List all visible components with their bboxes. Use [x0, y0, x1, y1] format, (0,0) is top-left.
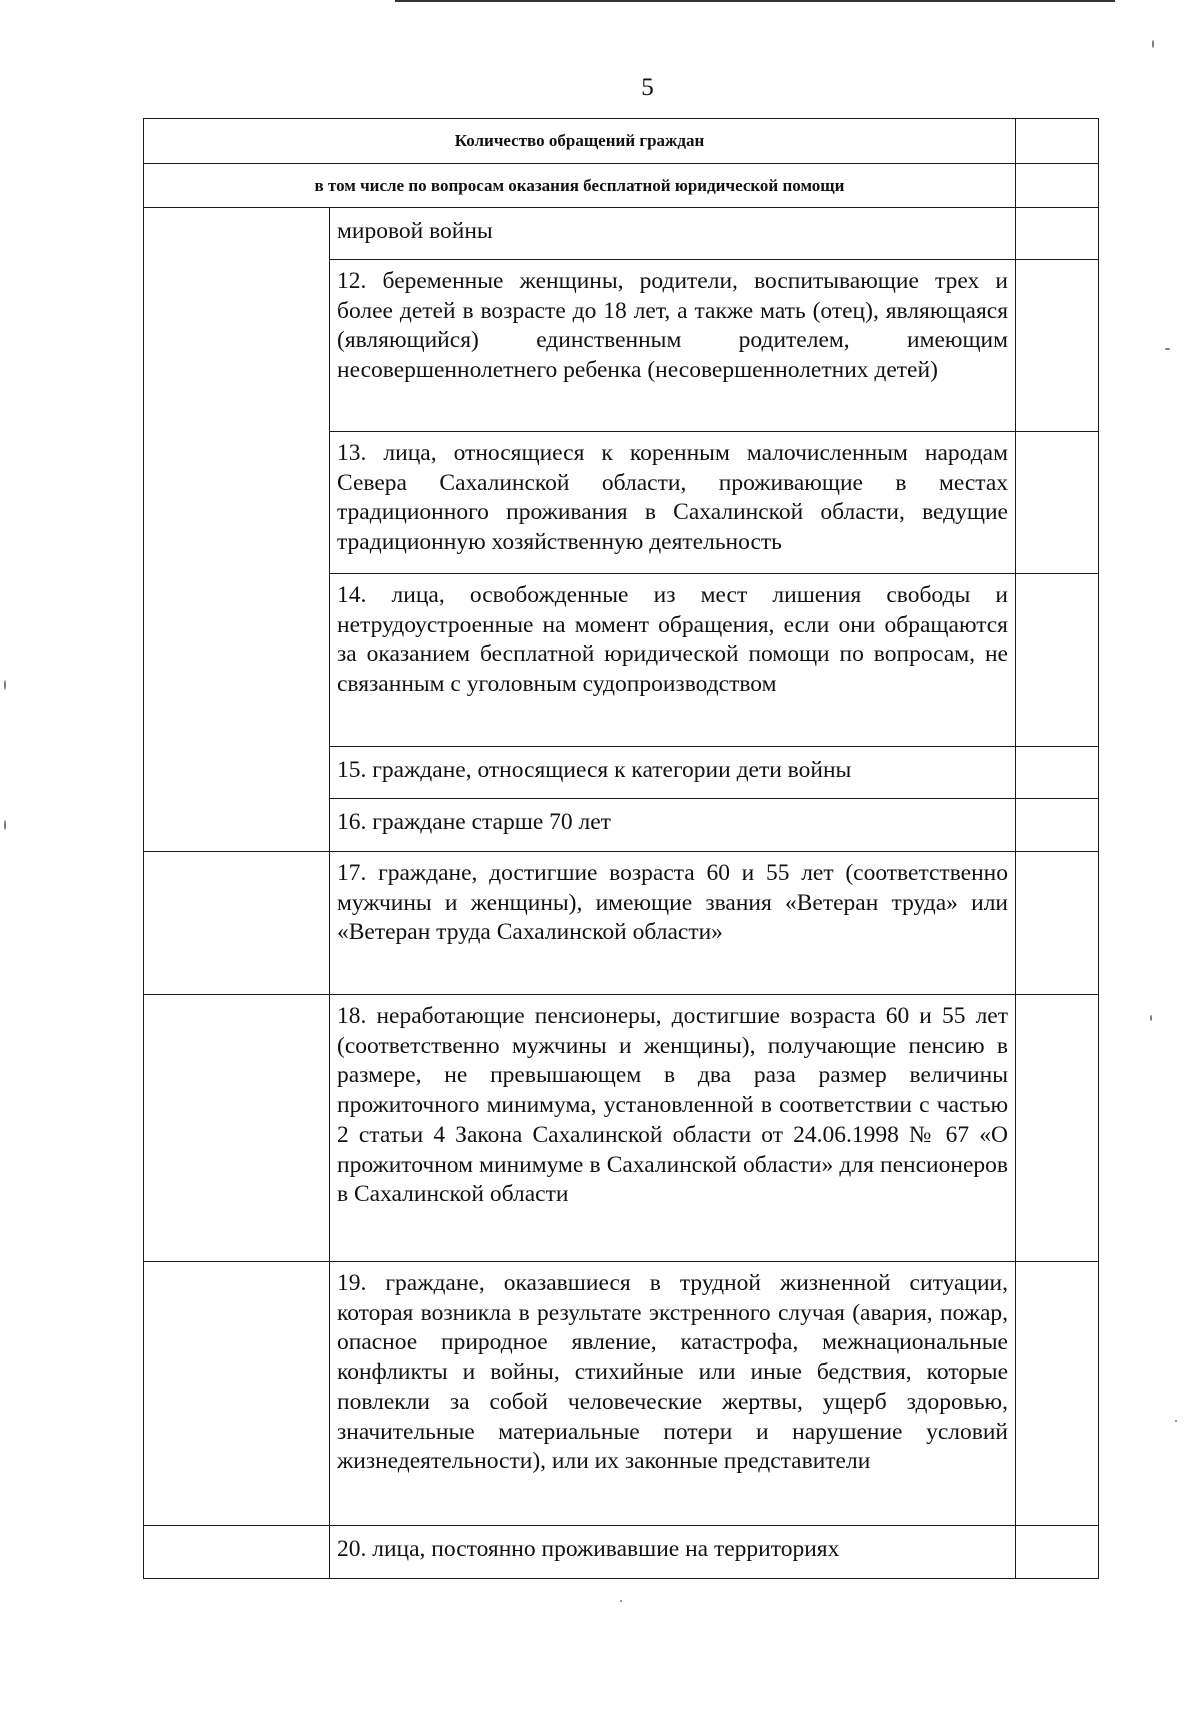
scan-speck — [4, 680, 6, 690]
category-cell — [330, 1526, 1016, 1579]
category-text: 14. лица, освобожденные из мест лишения свободы и нетрудоустроенные на момент обращения, если они обращаются за оказанием бесплатной юридической помощи по вопросам, не связанным с уголовным судопроизводством — [337, 582, 1008, 698]
page-edge-line — [395, 0, 1115, 2]
table-row — [144, 995, 1099, 1262]
value-cell — [1016, 260, 1099, 432]
category-cell — [330, 260, 1016, 432]
page-number: 5 — [641, 74, 654, 101]
table-row — [144, 852, 1099, 995]
table-row — [144, 208, 1099, 260]
value-cell — [1016, 747, 1099, 799]
value-cell — [1016, 799, 1099, 852]
header-value-cell — [1016, 119, 1099, 164]
category-cell — [330, 747, 1016, 799]
value-cell — [1016, 432, 1099, 574]
left-cell — [144, 1526, 330, 1579]
category-text: 18. неработающие пенсионеры, достигшие возраста 60 и 55 лет (соответственно мужчины и женщины), получающие пенсию в размере, не превышающем в два раза размер величины прожиточного минимума, установленной в соответствии с частью 2 статьи 4 Закона Сахалинской области от 24.06.1998 № 67 «О прожиточном минимуме в Сахалинской области» для пенсионеров в Сахалинской области — [337, 1003, 1008, 1208]
scan-speck — [1152, 40, 1154, 48]
category-cell — [330, 208, 1016, 260]
category-cell — [330, 799, 1016, 852]
scan-speck — [1165, 348, 1170, 350]
scan-speck — [620, 1600, 622, 1602]
data-table — [143, 118, 1099, 1579]
category-text: 20. лица, постоянно проживавшие на территориях — [337, 1536, 840, 1562]
table-header-row — [144, 119, 1099, 164]
value-cell — [1016, 208, 1099, 260]
header-value-cell — [1016, 164, 1099, 208]
category-text: 17. граждане, достигшие возраста 60 и 55 лет (соответственно мужчины и женщины), имеющие звания «Ветеран труда» или «Ветеран труда Сахалинской области» — [337, 860, 1008, 946]
left-cell — [144, 995, 330, 1262]
table-row — [144, 1526, 1099, 1579]
scan-speck — [4, 820, 6, 830]
left-cell — [144, 852, 330, 995]
category-text: мировой войны — [337, 218, 493, 244]
value-cell — [1016, 1262, 1099, 1526]
category-text: 13. лица, относящиеся к коренным малочисленным народам Севера Сахалинской области, проживающие в местах традиционного проживания в Сахалинской области, ведущие традиционную хозяйственную деятельность — [337, 440, 1008, 556]
scan-speck — [1150, 1015, 1152, 1021]
category-text: 16. граждане старше 70 лет — [337, 809, 611, 835]
merged-left-cell — [144, 208, 330, 852]
category-text: 15. граждане, относящиеся к категории дети войны — [337, 757, 852, 783]
value-cell — [1016, 1526, 1099, 1579]
value-cell — [1016, 574, 1099, 747]
table-header-row — [144, 164, 1099, 208]
category-text: 12. беременные женщины, родители, воспитывающие трех и более детей в возрасте до 18 лет, а также мать (отец), являющаяся (являющийся) единственным родителем, имеющим несовершеннолетнего ребенка (несовершеннолетних детей) — [337, 268, 1008, 384]
header-free-legal-aid: в том числе по вопросам оказания бесплатной юридической помощи — [144, 164, 1016, 208]
value-cell — [1016, 852, 1099, 995]
table-row — [144, 1262, 1099, 1526]
left-cell — [144, 1262, 330, 1526]
category-text: 19. граждане, оказавшиеся в трудной жизненной ситуации, которая возникла в результате экстренного случая (авария, пожар, опасное природное явление, катастрофа, межнациональные конфликты и войны, стихийные или иные бедствия, которые повлекли за собой человеческие жертвы, ущерб здоровью, значительные материальные потери и нарушение условий жизнедеятельности), или их законные представители — [337, 1270, 1008, 1475]
category-cell — [330, 1262, 1016, 1526]
category-cell — [330, 432, 1016, 574]
value-cell — [1016, 995, 1099, 1262]
category-cell — [330, 574, 1016, 747]
header-requests-count: Количество обращений граждан — [144, 119, 1016, 164]
category-cell — [330, 995, 1016, 1262]
category-cell — [330, 852, 1016, 995]
scan-speck — [1175, 1420, 1177, 1422]
